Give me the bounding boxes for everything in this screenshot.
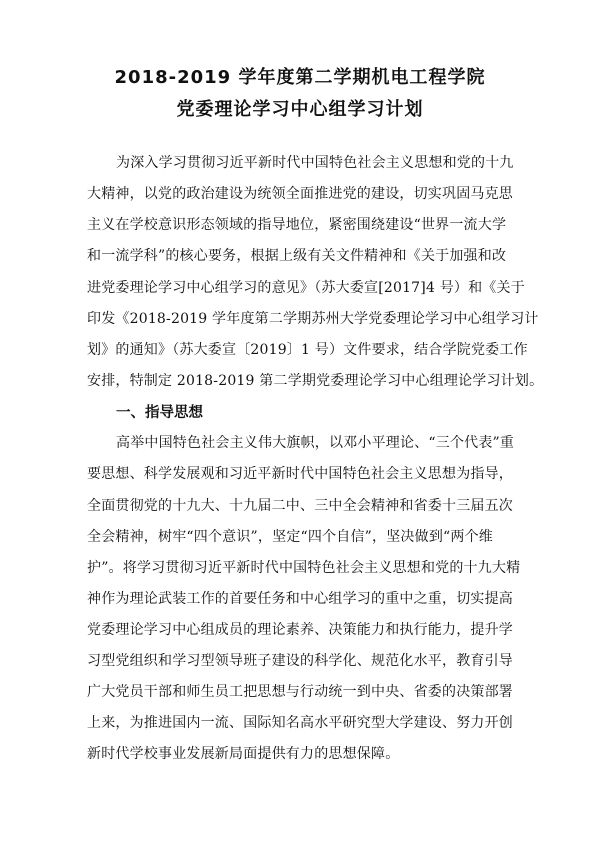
document-title-line-2: 党委理论学习中心组学习计划 (176, 99, 424, 120)
text-line: 印发《2018-2019 学年度第二学期苏州大学党委理论学习中心组学习计 (87, 311, 539, 327)
text-line: 安排，特制定 2018-2019 第二学期党委理论学习中心组理论学习计划。 (87, 373, 544, 389)
text-line: 党委理论学习中心组成员的理论素养、决策能力和执行能力，提升学 (87, 622, 513, 638)
text-line: 和一流学科”的核心要务，根据上级有关文件精神和《关于加强和改 (87, 248, 507, 264)
text-line: 神作为理论武装工作的首要任务和中心组学习的重中之重，切实提高 (87, 591, 513, 607)
text-line: 主义在学校意识形态领域的指导地位，紧密围绕建设“世界一流大学 (87, 217, 507, 233)
text-line: 高举中国特色社会主义伟大旗帜，以邓小平理论、“三个代表”重 (116, 435, 515, 451)
text-line: 广大党员干部和师生员工把思想与行动统一到中央、省委的决策部署 (87, 684, 513, 700)
text-line: 划》的通知》（苏大委宣〔2019〕1 号）文件要求，结合学院党委工作 (87, 342, 528, 358)
text-line: 全面贯彻党的十九大、十九届二中、三中全会精神和省委十三届五次 (87, 498, 513, 514)
text-line: 护”。将学习贯彻习近平新时代中国特色社会主义思想和党的十九大精 (87, 560, 521, 576)
text-line: 新时代学校事业发展新局面提供有力的思想保障。 (87, 746, 400, 762)
section-heading-guiding-ideology: 一、指导思想 (116, 405, 203, 421)
text-line: 全会精神，树牢“四个意识”，坚定“四个自信”，坚决做到“两个维 (87, 529, 493, 545)
document-title-line-1: 2018-2019 学年度第二学期机电工程学院 (114, 67, 486, 88)
text-line: 进党委理论学习中心组学习的意见》（苏大委宣[2017]4 号）和《关于 (87, 280, 525, 296)
text-line: 要思想、科学发展观和习近平新时代中国特色社会主义思想为指导， (87, 466, 513, 482)
text-line: 上来，为推进国内一流、国际知名高水平研究型大学建设、努力开创 (87, 715, 513, 731)
text-line: 大精神，以党的政治建设为统领全面推进党的建设，切实巩固马克思 (87, 186, 513, 202)
text-line: 为深入学习贯彻习近平新时代中国特色社会主义思想和党的十九 (116, 155, 514, 171)
text-line: 习型党组织和学习型领导班子建设的科学化、规范化水平，教育引导 (87, 653, 513, 669)
